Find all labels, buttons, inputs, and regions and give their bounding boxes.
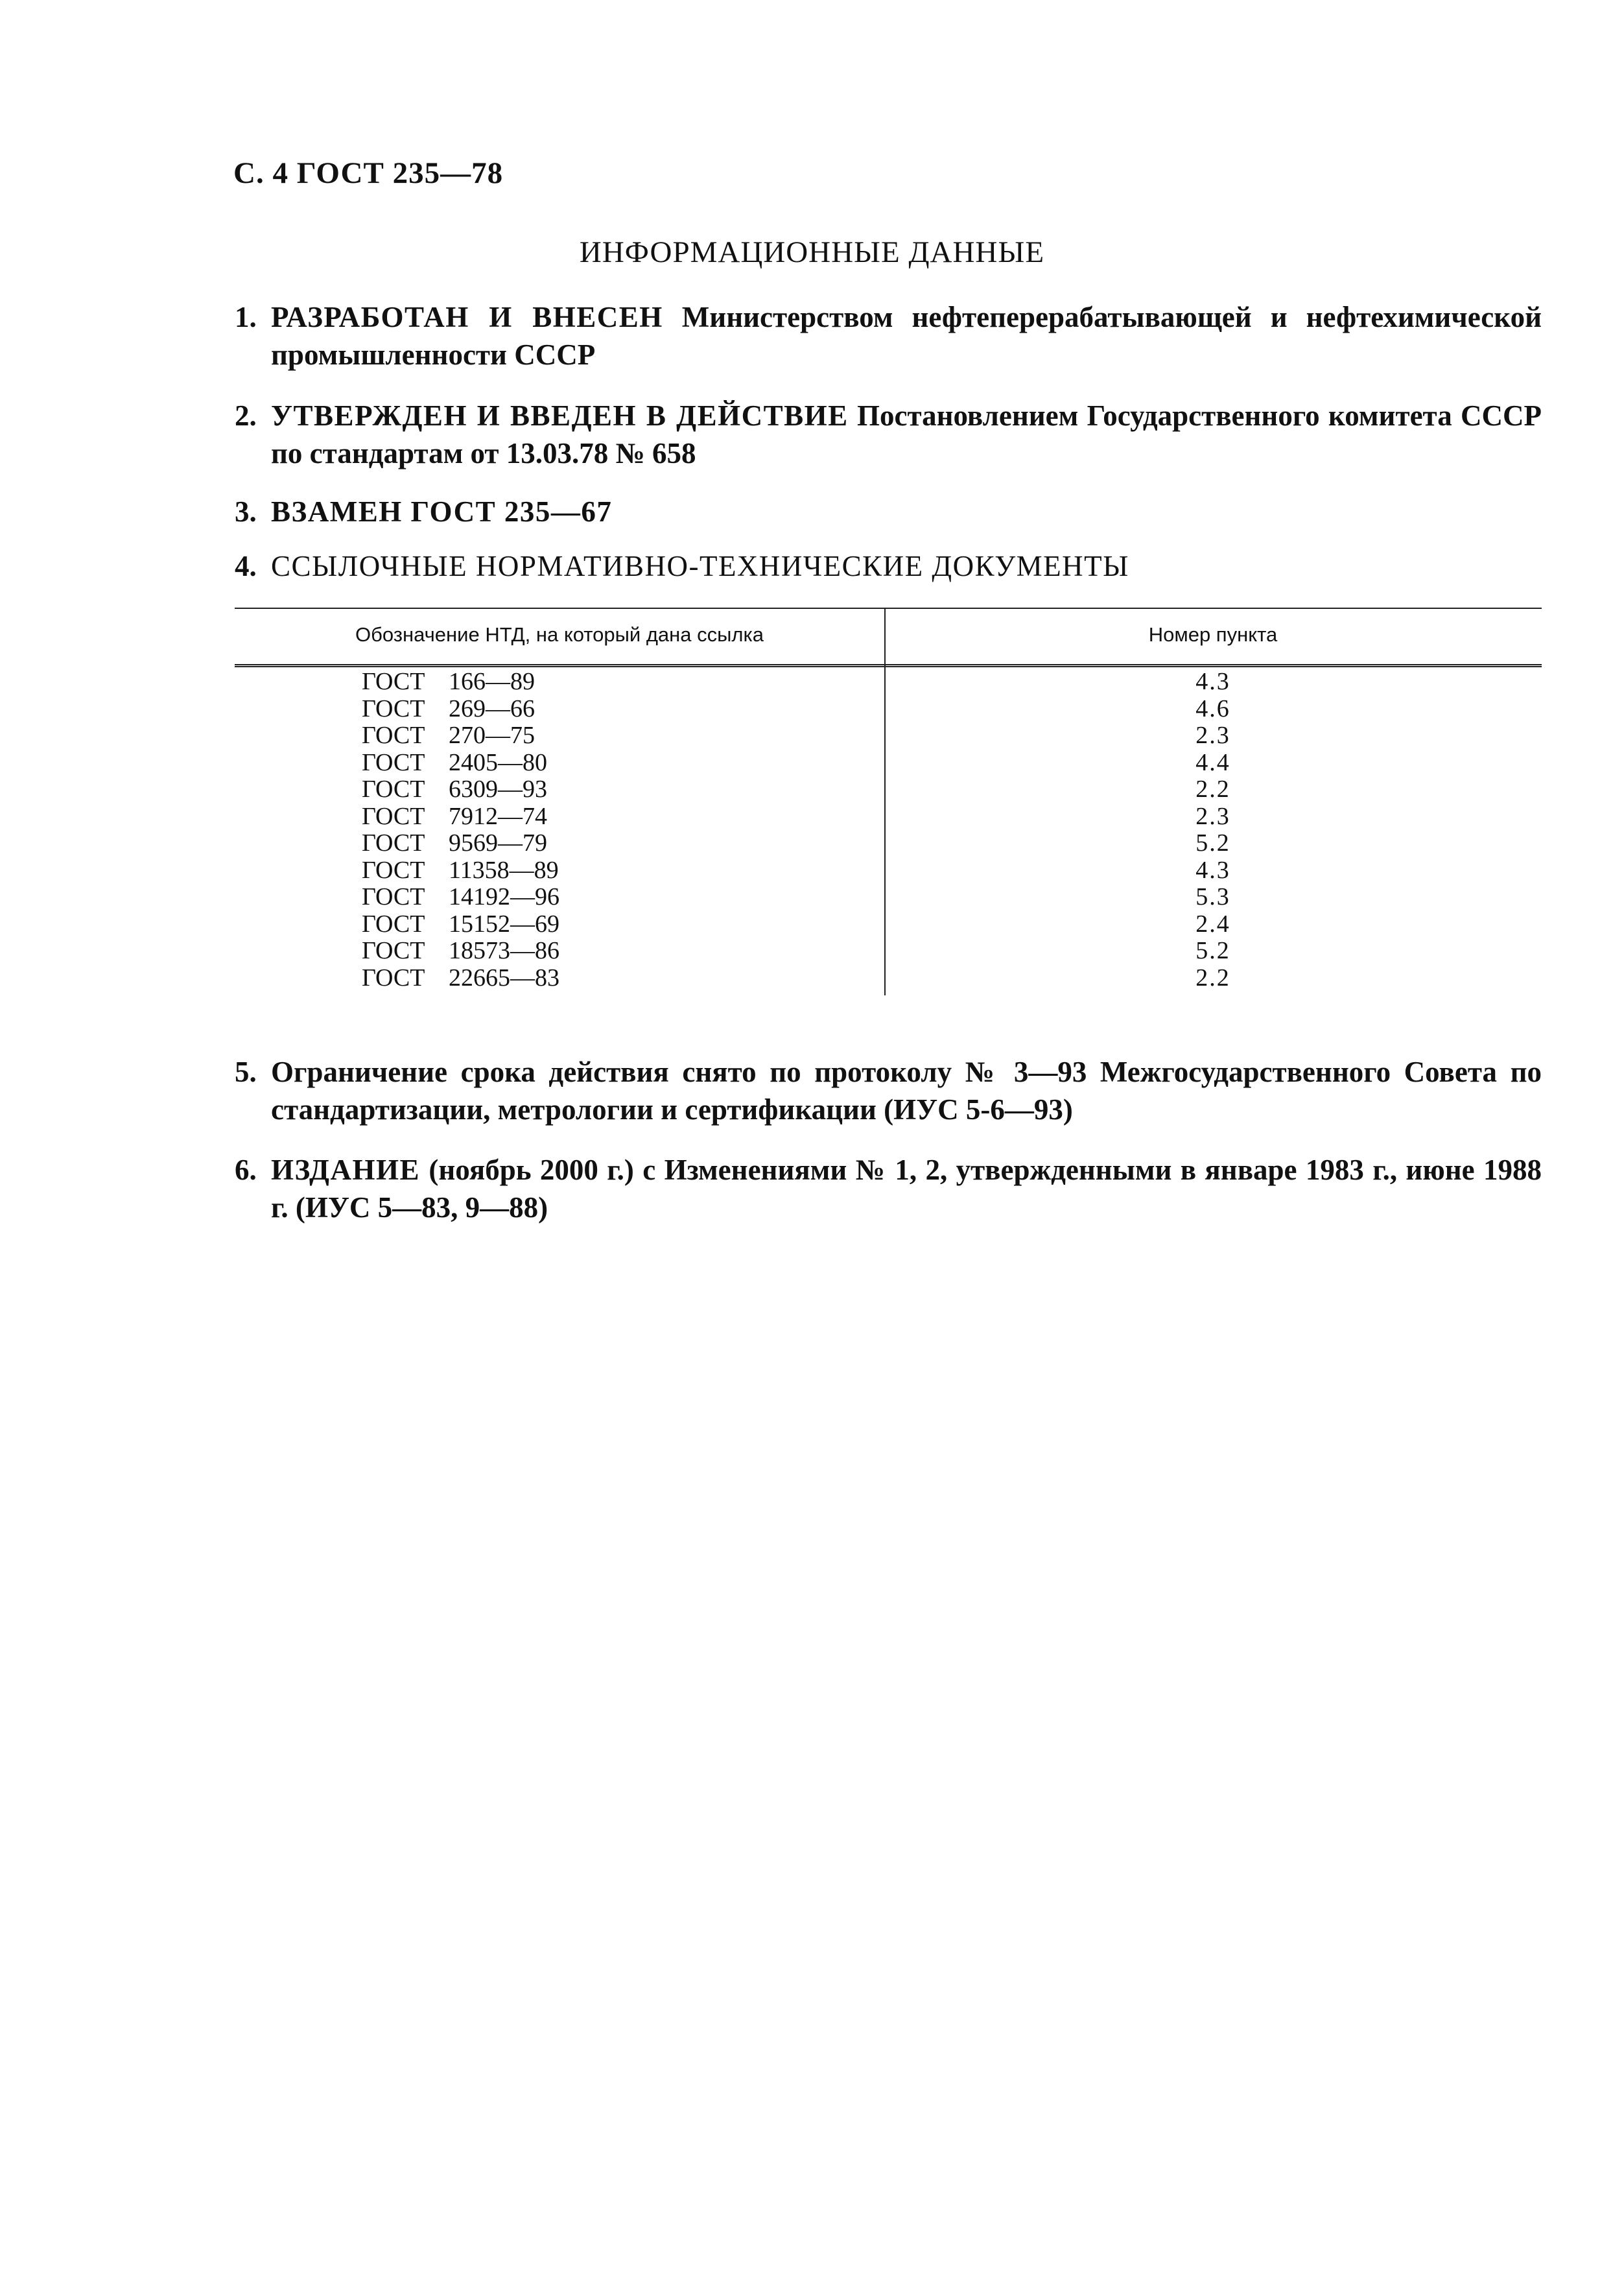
doc-prefix: ГОСТ [362,937,425,964]
doc-number: 270—75 [449,722,535,749]
item-lead: ВЗАМЕН ГОСТ 235—67 [271,495,613,528]
doc-number: 7912—74 [449,802,547,830]
header-clause: Номер пункта [1148,623,1278,646]
info-item-6 [235,1151,1542,1226]
clause-number: 2.3 [1195,802,1230,830]
table-row [235,776,1542,803]
clause-number: 5.3 [1195,883,1230,910]
doc-number: 6309—93 [449,776,547,803]
table-row [235,938,1542,965]
table-row [235,722,1542,750]
doc-prefix: ГОСТ [362,964,425,992]
table-row [235,750,1542,777]
doc-number: 166—89 [449,668,535,695]
doc-number: 22665—83 [449,964,559,992]
doc-prefix: ГОСТ [362,776,425,803]
table-row [235,857,1542,885]
clause-number: 2.2 [1195,964,1230,992]
header-document: Обозначение НТД, на который дана ссылка [355,623,764,646]
item-number: 6. [235,1154,257,1186]
clause-number: 4.4 [1195,748,1230,776]
item-text: Ограничение срока действия снято по протоколу № 3—93 Межгосударственного Совета по стандартизации, метрологии и сертификации (ИУС 5-6—93) [271,1056,1542,1126]
clause-number: 4.3 [1195,668,1230,695]
item-text: Постановлением Государственного комитета СССР по стандартам от 13.03.78 № 658 [271,399,1542,469]
reference-table [235,608,1542,992]
table-body [235,667,1542,992]
doc-prefix: ГОСТ [362,829,425,857]
table-row [235,669,1542,696]
table-header [235,609,1542,664]
info-item-5 [235,1053,1542,1128]
clause-number: 2.2 [1195,776,1230,803]
item-number: 4. [235,550,257,582]
info-item-2 [235,397,1542,472]
doc-number: 9569—79 [449,829,547,857]
clause-number: 2.4 [1195,910,1230,938]
table-row [235,696,1542,723]
item-lead: УТВЕРЖДЕН И ВВЕДЕН В ДЕЙСТВИЕ [271,399,849,432]
doc-prefix: ГОСТ [362,856,425,884]
item-number: 3. [235,495,257,528]
item-lead: РАЗРАБОТАН И ВНЕСЕН [271,301,663,333]
clause-number: 5.2 [1195,937,1230,964]
clause-number: 4.3 [1195,856,1230,884]
doc-number: 15152—69 [449,910,559,938]
item-text: Министерством нефтеперерабатывающей и нефтехимической промышленности СССР [271,301,1542,371]
item-number: 2. [235,399,257,432]
running-head: С. 4 ГОСТ 235—78 [233,156,504,190]
table-row [235,803,1542,831]
doc-prefix: ГОСТ [362,883,425,910]
table-row [235,911,1542,938]
item-number: 5. [235,1056,257,1088]
clause-number: 2.3 [1195,722,1230,749]
table-row [235,965,1542,992]
doc-prefix: ГОСТ [362,668,425,695]
doc-prefix: ГОСТ [362,802,425,830]
info-item-4 [235,547,1542,585]
item-lead: ССЫЛОЧНЫЕ НОРМАТИВНО-ТЕХНИЧЕСКИЕ ДОКУМЕНТЫ [271,550,1129,582]
doc-number: 2405—80 [449,748,547,776]
table-row [235,884,1542,911]
item-text: (ноябрь 2000 г.) с Изменениями № 1, 2, утвержденными в январе 1983 г., июне 1988 г. (ИУС 5—83, 9—88) [271,1154,1542,1224]
doc-prefix: ГОСТ [362,910,425,938]
table-row [235,830,1542,857]
doc-number: 11358—89 [449,856,559,884]
doc-prefix: ГОСТ [362,722,425,749]
item-number: 1. [235,301,257,333]
info-item-1 [235,298,1542,374]
clause-number: 4.6 [1195,695,1230,722]
item-lead: ИЗДАНИЕ [271,1154,420,1186]
doc-prefix: ГОСТ [362,748,425,776]
doc-number: 18573—86 [449,937,559,964]
doc-number: 14192—96 [449,883,559,910]
clause-number: 5.2 [1195,829,1230,857]
section-title: ИНФОРМАЦИОННЫЕ ДАННЫЕ [579,235,1045,269]
info-item-3 [235,493,1542,530]
doc-prefix: ГОСТ [362,695,425,722]
doc-number: 269—66 [449,695,535,722]
